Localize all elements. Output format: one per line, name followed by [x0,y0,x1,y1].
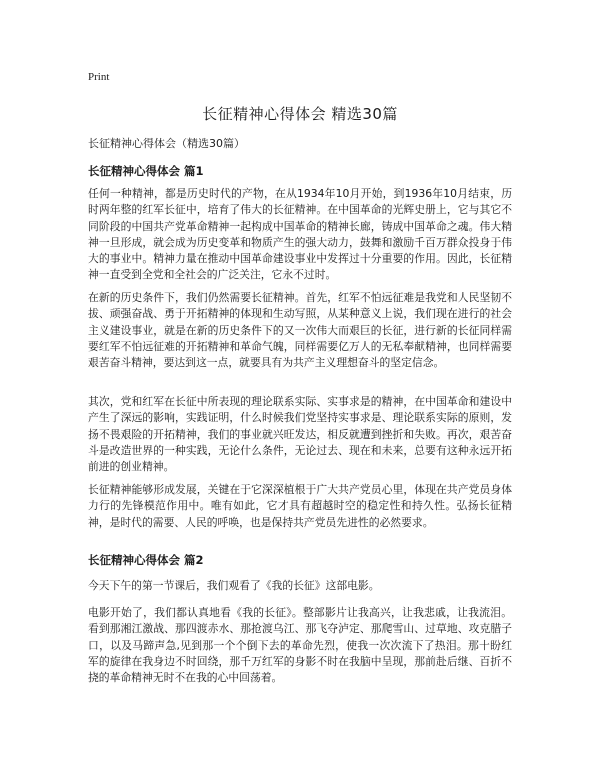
section-heading-1: 长征精神心得体会 篇1 [88,164,204,178]
print-link[interactable]: Print [88,71,110,83]
section-1-paragraph-4: 长征精神能够形成发展，关键在于它深深植根于广大共产党员心里，体现在共产党员身体力行的先锋模范作用中。唯有如此，它才具有超越时空的稳定性和持久性。弘扬长征精神，是时代的需要、人民的呼唤，也是保持共产党员先进性的必然要求。 [88,483,512,529]
section-1-paragraph-3: 其次，党和红军在长征中所表现的理论联系实际、实事求是的精神，在中国革命和建设中产生了深远的影响，实践证明，什么时候我们党坚持实事求是、理论联系实际的原则，发扬不畏艰险的开拓精神，我们的事业就兴旺发达，相反就遭到挫折和失败。再次，艰苦奋斗是改造世界的一种实践，无论什么条件，无论过去、现在和未来，总要有这种永远开拓前进的创业精神。 [88,395,512,474]
document-subtitle: 长征精神心得体会（精选30篇） [88,137,245,150]
section-2-paragraph-1: 今天下午的第一节课后，我们观看了《我的长征》这部电影。 [88,579,380,592]
section-2-paragraph-2: 电影开始了，我们都认真地看《我的长征》。整部影片让我高兴，让我悲戚，让我流泪。看到那湘江激战、那四渡赤水、那抢渡乌江、那飞夺泸定、那爬雪山、过草地、攻克腊子口，以及马蹄声急,见到那一个个倒下去的革命先烈，使我一次次流下了热泪。那十盼红军的旋律在我身边不时回绕，那千万红军的身影不时在我脑中呈现，那前赴后继、百折不挠的革命精神无时不在我的心中回荡着。 [88,606,512,685]
section-1-paragraph-1: 任何一种精神，都是历史时代的产物，在从1934年10月开始，到1936年10月结束，历时两年整的红军长征中，培育了伟大的长征精神。在中国革命的光辉史册上，它与其它不同阶段的中国共产党革命精神一起构成中国革命的精神长廊，铸成中国革命之魂。伟大精神一旦形成，就会成为历史变革和物质产生的强大动力，鼓舞和激励千百万群众投身于伟大的事业中。精神力量在推动中国革命建设事业中发挥过十分重要的作用。因此，长征精神一直受到全党和全社会的广泛关注，它永不过时。 [88,187,512,282]
section-1-paragraph-2: 在新的历史条件下，我们仍然需要长征精神。首先，红军不怕远征难是我党和人民坚韧不拔、顽强奋战、勇于开拓精神的体现和生动写照，从某种意义上说，我们现在进行的社会主义建设事业，就是在新的历史条件下的又一次伟大而艰巨的长征，进行新的长征同样需要红军不怕远征难的开拓精神和革命气魄，同样需要亿万人的无私奉献精神，也同样需要艰苦奋斗精神，要达到这一点，就要具有为共产主义理想奋斗的坚定信念。 [88,291,512,370]
section-heading-2: 长征精神心得体会 篇2 [88,553,204,567]
page-title: 长征精神心得体会 精选30篇 [202,105,398,123]
